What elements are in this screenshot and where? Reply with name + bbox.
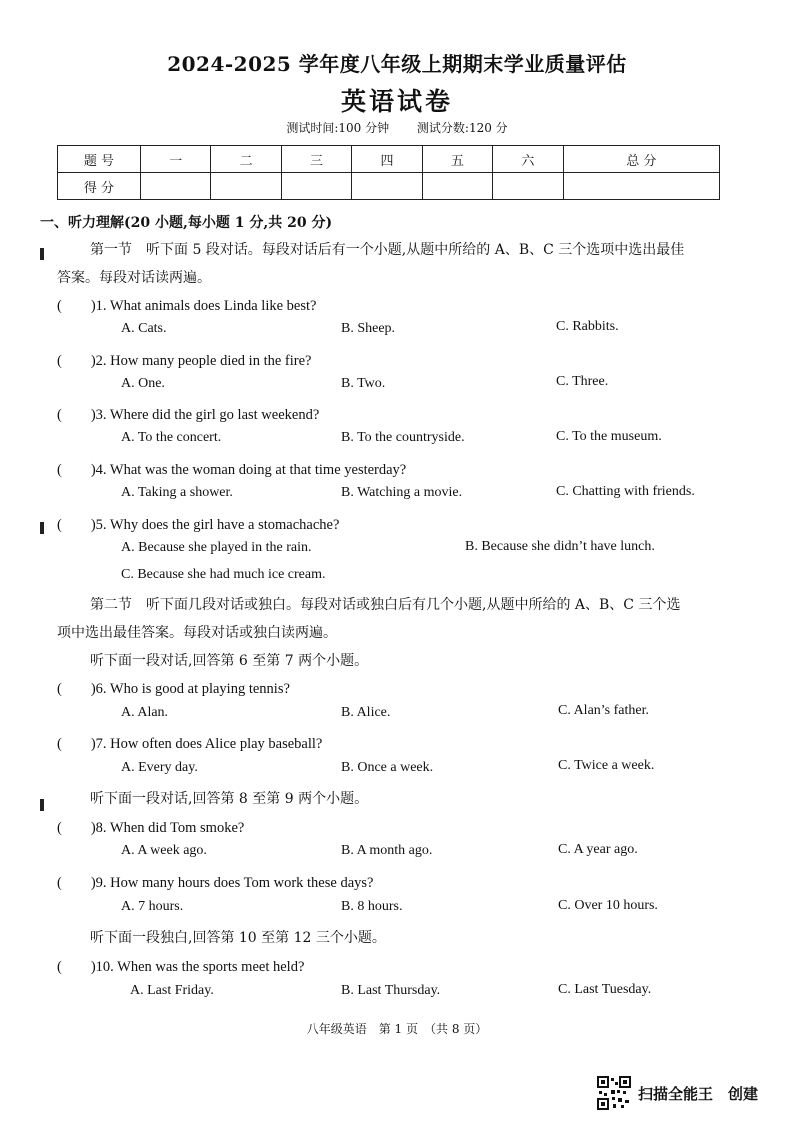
question-stem: ( )10. When was the sports meet held?: [57, 959, 305, 975]
option-c[interactable]: C. Chatting with friends.: [556, 484, 695, 499]
score-input-cell[interactable]: [563, 173, 719, 200]
score-table: [57, 145, 720, 200]
section2-instruction: 第二节 听下面几段对话或独白。每段对话或独白后有几个小题,从题中所给的 A、B、C 三个选: [90, 597, 681, 613]
binding-mark: [40, 522, 44, 534]
binding-mark: [40, 799, 44, 811]
monologue-intro: 听下面一段独白,回答第 10 至第 12 三个小题。: [90, 930, 386, 946]
option-a[interactable]: A. A week ago.: [121, 843, 207, 858]
score-cell: 三: [281, 146, 351, 173]
question-stem: ( )5. Why does the girl have a stomachache?: [57, 517, 340, 533]
option-b[interactable]: B. Last Thursday.: [341, 983, 441, 998]
question-stem: ( )6. Who is good at playing tennis?: [57, 681, 290, 697]
option-c[interactable]: C. Three.: [556, 374, 609, 389]
option-a[interactable]: A. Because she played in the rain.: [121, 540, 312, 555]
question-stem: ( )3. Where did the girl go last weekend?: [57, 407, 320, 423]
option-c[interactable]: C. A year ago.: [558, 842, 638, 857]
exam-meta: [0, 119, 794, 136]
exam-time: 测试时间:100 分钟: [286, 121, 390, 135]
option-c[interactable]: C. To the museum.: [556, 429, 662, 444]
score-table-header-row: [58, 146, 720, 173]
section1-instruction: 第一节 听下面 5 段对话。每段对话后有一个小题,从题中所给的 A、B、C 三个选项中选出最佳: [90, 242, 685, 258]
question-stem: ( )2. How many people died in the fire?: [57, 353, 312, 369]
option-c[interactable]: C. Over 10 hours.: [558, 898, 658, 913]
scanner-brand: 扫描全能王 创建: [638, 1085, 759, 1103]
score-input-cell[interactable]: [493, 173, 563, 200]
option-a[interactable]: A. Taking a shower.: [121, 485, 233, 500]
option-b[interactable]: B. Sheep.: [341, 321, 396, 336]
option-c[interactable]: C. Because she had much ice cream.: [121, 567, 326, 582]
score-input-cell[interactable]: [352, 173, 422, 200]
option-a[interactable]: A. 7 hours.: [121, 899, 184, 914]
score-input-cell[interactable]: [211, 173, 281, 200]
exam-total-score: 测试分数:120 分: [416, 121, 508, 135]
part1-heading: 一、听力理解(20 小题,每小题 1 分,共 20 分): [40, 215, 333, 231]
option-b[interactable]: B. Once a week.: [341, 760, 434, 775]
option-b[interactable]: B. Alice.: [341, 705, 391, 720]
option-b[interactable]: B. Watching a movie.: [341, 485, 463, 500]
score-cell: 总 分: [563, 146, 719, 173]
section2-instruction-cont: 项中选出最佳答案。每段对话或独白读两遍。: [57, 625, 337, 641]
score-cell: 二: [211, 146, 281, 173]
question-stem: ( )8. When did Tom smoke?: [57, 820, 245, 836]
page-footer: 八年级英语 第 1 页 （共 8 页）: [306, 1022, 488, 1036]
option-b[interactable]: B. To the countryside.: [341, 430, 465, 445]
option-c[interactable]: C. Rabbits.: [556, 319, 619, 334]
option-c[interactable]: C. Twice a week.: [558, 758, 655, 773]
exam-subtitle: 英语试卷: [340, 87, 453, 116]
binding-mark: [40, 248, 44, 260]
score-cell: 题 号: [58, 146, 141, 173]
qr-code-icon: [597, 1076, 631, 1110]
option-a[interactable]: A. Every day.: [121, 760, 198, 775]
option-b[interactable]: B. A month ago.: [341, 843, 433, 858]
score-cell: 五: [422, 146, 492, 173]
score-input-cell[interactable]: [281, 173, 351, 200]
option-a[interactable]: A. Alan.: [121, 705, 169, 720]
option-a[interactable]: A. To the concert.: [121, 430, 222, 445]
exam-title: 2024-2025 学年度八年级上期期末学业质量评估: [167, 52, 627, 76]
score-cell: 四: [352, 146, 422, 173]
option-c[interactable]: C. Last Tuesday.: [558, 982, 652, 997]
question-stem: ( )9. How many hours does Tom work these days?: [57, 875, 374, 891]
score-cell: 一: [141, 146, 211, 173]
score-table-score-row: [58, 173, 720, 200]
question-stem: ( )1. What animals does Linda like best?: [57, 298, 317, 314]
option-a[interactable]: A. Last Friday.: [130, 983, 214, 998]
dialogue-intro: 听下面一段对话,回答第 8 至第 9 两个小题。: [90, 791, 369, 807]
score-cell: 得 分: [58, 173, 141, 200]
option-a[interactable]: A. Cats.: [121, 321, 167, 336]
option-b[interactable]: B. 8 hours.: [341, 899, 403, 914]
dialogue-intro: 听下面一段对话,回答第 6 至第 7 两个小题。: [90, 653, 369, 669]
option-a[interactable]: A. One.: [121, 376, 165, 391]
question-stem: ( )4. What was the woman doing at that time yesterday?: [57, 462, 407, 478]
question-stem: ( )7. How often does Alice play baseball?: [57, 736, 323, 752]
score-input-cell[interactable]: [422, 173, 492, 200]
option-c[interactable]: C. Alan’s father.: [558, 703, 649, 718]
score-input-cell[interactable]: [141, 173, 211, 200]
option-b[interactable]: B. Because she didn’t have lunch.: [465, 539, 655, 554]
score-cell: 六: [493, 146, 563, 173]
option-b[interactable]: B. Two.: [341, 376, 386, 391]
section1-instruction-cont: 答案。每段对话读两遍。: [57, 270, 211, 286]
